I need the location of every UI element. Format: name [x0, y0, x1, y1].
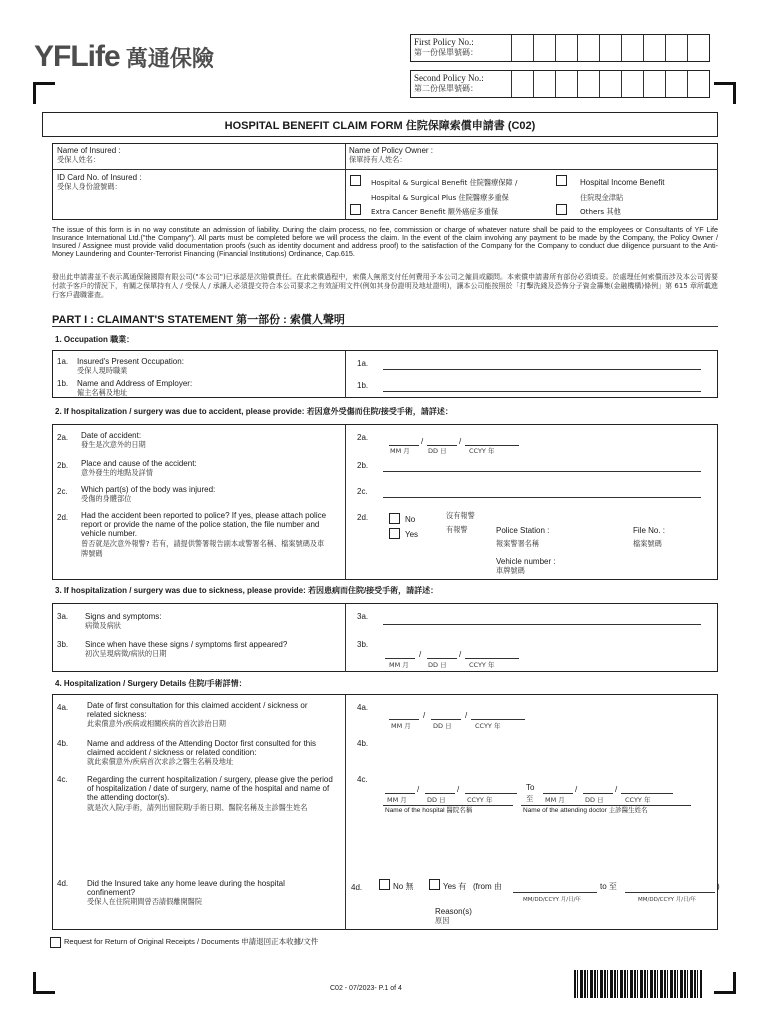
ecb-checkbox[interactable]: [350, 204, 361, 215]
a4d-from-date[interactable]: [513, 892, 597, 893]
barcode: [574, 970, 702, 998]
s4-table: 4a. Date of first consultation for this claimed accident / sickness or related sickness: 此索償意外/疾病或相關疾病的首次診治日期 4a. / / MM 月 DD 日 CCYY 年 4b. Name and address of the Attending Doctor first consulted for this claimed accident / sickness or related condition: 就此索償意外/疾病首次求診之醫生名稱及地址 4b. 4c. Regarding the current hospitalization / surgery, please give the period of hospitalization / date of surgery, name of the hospital and name of the attending doctor(s). 就是次入院/手術，請列出留院期/手術日期、醫院名稱及主診醫生姓名 4c. / / MM 月 DD 日 CCYY 年 To 至 / / MM 月 DD 日 CCYY 年 Name of the hospital 醫院名稱 Name of the attending doctor 主診醫生姓名 4d. Did the Insured take any home leave during the hospital confinement? 受保人在住院期間曾否請假離開醫院 4d. No 無 Yes 有 (from 由 MM/DD/CCYY 月/日/年 to 至 MM/DD/CCYY 月/日/年 ) Reason(s) 原因: [52, 694, 718, 930]
a4c-hospital[interactable]: [383, 805, 513, 806]
a4a-dd[interactable]: [431, 719, 461, 720]
a2b-line[interactable]: [383, 471, 701, 472]
hib-label: Hospital Income Benefit: [580, 178, 665, 187]
disclaimer-cn: 發出此申請書並不表示萬通保險國際有限公司("本公司")已承認是次賠償責任。在此索償過程中，索償人無需支付任何費用予本公司之僱員或顧問。本索償申請書所有部份必須填妥。於處理任何索償而涉及本公司需要付款予客戶的情況下，有關之保單持有人 / 受保人 / 承讓人必須提交符合本公司要求之有效証明文件(例如其身份證明及地址證明)，讓本公司能按照於「打擊洗錢及恐怖分子資金籌集(金融機構)條例」第 615 章所載進行客戶盡職審查。: [52, 273, 718, 300]
a4c-to-mm[interactable]: [543, 793, 573, 794]
q4d-label: Did the Insured take any home leave during the hospital confinement?: [87, 879, 285, 898]
corner-mark-br: [714, 972, 736, 994]
a4c-from-mm[interactable]: [385, 793, 415, 794]
q1b-label: Name and Address of Employer:: [77, 379, 193, 388]
s3-title: 3. If hospitalization / surgery was due to sickness, please provide: 若因患病而住院/接受手術，請詳述：: [55, 586, 439, 595]
q4c-label: Regarding the current hospitalization / surgery, please give the period of hospitalization / date of surgery, name of the hospital and name of the attending doctor(s).: [87, 775, 333, 803]
brand-logo: [34, 40, 214, 74]
part1-heading: PART I : CLAIMANT'S STATEMENT 第一部份 : 索償人聲明: [52, 314, 345, 326]
hs-benefit-checkbox[interactable]: [350, 175, 361, 186]
others-label: Others 其他: [580, 207, 621, 216]
a1a-line[interactable]: [383, 369, 701, 370]
return-receipts-label: Request for Return of Original Receipts / Documents 申請退回正本收據/文件: [64, 937, 319, 946]
q1a-label: Insured's Present Occupation:: [77, 357, 184, 366]
second-policy-label: Second Policy No.:: [414, 73, 484, 83]
disclaimer-en: The issue of this form is in no way constitute an admission of liability. During the claim process, no fee, commission or charge of whatever nature shall be paid to the employees or Consultants of YF Life Insurance International Ltd.("the Company"). All parts must be completed before we will process the claim. In the event of the claim involving any payment to be made by the Company, the Policy Owner / Insured / Assignee must provide valid documentation proofs (such as identity document and address proof) to the satisfaction of the Company for the Company to conduct due diligence pursuant to the Anti-Money Laundering and Counter-Terrorist Financing (Financial Institutions) Ordinance, Cap.615.: [52, 225, 718, 259]
corner-mark-bl: [33, 972, 55, 994]
others-checkbox[interactable]: [556, 204, 567, 215]
second-policy-box[interactable]: [410, 70, 710, 98]
q4a-label: Date of first consultation for this claimed accident / sickness or related sickness:: [87, 701, 308, 720]
a4c-from-dd[interactable]: [425, 793, 455, 794]
first-policy-box[interactable]: [410, 34, 710, 62]
hs-benefit-label: Hospital & Surgical Benefit 住院醫療保障 /: [371, 178, 518, 187]
q2a-label: Date of accident:: [81, 431, 142, 440]
insured-info-table: [52, 143, 718, 220]
s3-table: 3a. Signs and symptoms: 病徵及病狀 3a. 3b. Since when have these signs / symptoms first appeared? 初次呈現病徵/病狀的日期 3b. / / MM 月 DD 日 CCYY 年: [52, 603, 718, 672]
a3b-ccyy[interactable]: [465, 658, 519, 659]
q1b-label-cn: 僱主名稱及地址: [77, 388, 128, 398]
a4c-from-ccyy[interactable]: [465, 793, 517, 794]
return-receipts-checkbox[interactable]: [50, 937, 61, 948]
q2d-label: Had the accident been reported to police? If yes, please attach police report or provide the name of the police station, the file number and vehicle number.: [81, 511, 327, 539]
a3b-mm[interactable]: [385, 658, 415, 659]
a3a-line[interactable]: [383, 624, 701, 625]
q2b-label: Place and cause of the accident:: [81, 459, 197, 468]
a4a-mm[interactable]: [389, 719, 419, 720]
owner-name-label-cn: 保單持有人姓名：: [349, 155, 407, 165]
q1a-label-cn: 受保人現時職業: [77, 366, 128, 376]
hsp-benefit-label: Hospital & Surgical Plus 住院醫療多重保: [371, 193, 509, 202]
q4b-label: Name and address of the Attending Doctor first consulted for this claimed accident / sickness or related condition:: [87, 739, 317, 758]
id-card-label: ID Card No. of Insured :: [57, 173, 142, 182]
a4c-to-ccyy[interactable]: [621, 793, 673, 794]
a4a-ccyy[interactable]: [471, 719, 525, 720]
ecb-benefit-label: Extra Cancer Benefit 額外癌症多重保: [371, 207, 499, 216]
first-policy-label-cn: 第一份保單號碼：: [414, 48, 478, 58]
logo-text: YFLife: [34, 40, 120, 73]
home-leave-yes-checkbox[interactable]: [429, 879, 440, 890]
s4-title: 4. Hospitalization / Surgery Details 住院/手術詳情：: [55, 679, 247, 688]
a3b-dd[interactable]: [427, 658, 457, 659]
s1-title: 1. Occupation 職業：: [55, 335, 135, 344]
page-footer: C02 - 07/2023- P.1 of 4: [330, 985, 402, 992]
q3b-label: Since when have these signs / symptoms first appeared?: [85, 640, 288, 649]
police-yes-checkbox[interactable]: [389, 528, 400, 539]
insured-name-label-cn: 受保人姓名：: [57, 155, 101, 165]
second-policy-label-cn: 第二份保單號碼：: [414, 84, 478, 94]
q3a-label: Signs and symptoms:: [85, 612, 162, 621]
first-policy-label: First Policy No.:: [414, 37, 474, 47]
a4d-to-date[interactable]: [625, 892, 715, 893]
s2-table: 2a. Date of accident: 發生是次意外的日期 2a. / / MM 月 DD 日 CCYY 年 2b. Place and cause of the accident: 意外發生的地點及詳情 2b. 2c. Which part(s) of the body was injured: 受傷的身體部位 2c. 2d. Had the accident been reported to police? If yes, please attach police report or provide the name of the police station, the file number and vehicle number. 曾否就是次意外報警? 若有，請提供警署報告副本或警署名稱、檔案號碼及車牌號碼 2d. No 沒有報警 Yes 有報警 Police Station : 報案警署名稱 File No. : 檔案號碼 Vehicle number : 車牌號碼: [52, 424, 718, 580]
a1b-line[interactable]: [383, 391, 701, 392]
corner-mark-tr: [714, 82, 736, 104]
insured-name-label: Name of Insured :: [57, 146, 121, 155]
form-title-box: [42, 112, 718, 137]
hib-checkbox[interactable]: [556, 175, 567, 186]
hib-label-cn: 住院現金津貼: [580, 193, 624, 202]
form-title: HOSPITAL BENEFIT CLAIM FORM 住院保障索償申請書 (C02): [224, 119, 536, 132]
police-no-checkbox[interactable]: [389, 513, 400, 524]
owner-name-label: Name of Policy Owner :: [349, 146, 434, 155]
id-card-label-cn: 受保人身份證號碼：: [57, 182, 122, 192]
a4c-to-dd[interactable]: [583, 793, 613, 794]
logo-cn: 萬通保險: [125, 47, 214, 72]
s2-title: 2. If hospitalization / surgery was due to accident, please provide: 若因意外受傷而住院/接受手術，請詳述：: [55, 407, 453, 416]
home-leave-no-checkbox[interactable]: [379, 879, 390, 890]
q2c-label: Which part(s) of the body was injured:: [81, 485, 216, 494]
s1-table: 1a. Insured's Present Occupation: 受保人現時職業 1b. Name and Address of Employer: 僱主名稱及地址 1a. 1b.: [52, 350, 718, 398]
corner-mark-tl: [33, 82, 55, 104]
a2c-line[interactable]: [383, 497, 701, 498]
a4c-doctor[interactable]: [521, 805, 691, 806]
